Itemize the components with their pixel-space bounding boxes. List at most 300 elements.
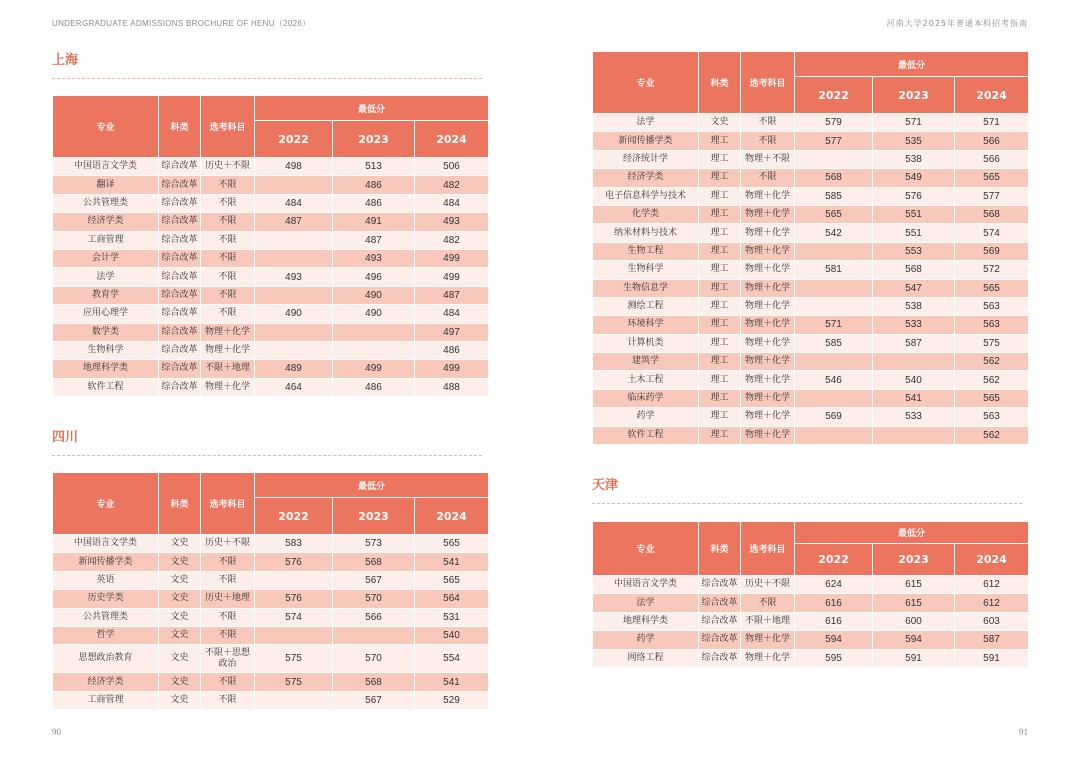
table-row (593, 279, 1029, 297)
cell-score-2023: 538 (873, 150, 955, 168)
cell-subjects: 物理＋化学 (741, 408, 795, 426)
cell-score-2022: 579 (795, 114, 873, 132)
page-header-right: 河南大学2025年普通本科招考指南 (886, 19, 1028, 28)
cell-score-2022: 569 (795, 408, 873, 426)
cell-score-2024: 562 (955, 371, 1029, 389)
cell-score-2023: 600 (873, 612, 955, 630)
cell-score-2024: 484 (415, 305, 489, 323)
table-row (593, 353, 1029, 371)
cell-score-2023: 594 (873, 631, 955, 649)
cell-major: 生物信息学 (593, 279, 699, 297)
table-row (593, 205, 1029, 223)
cell-score-2022: 616 (795, 612, 873, 630)
cell-major: 建筑学 (593, 353, 699, 371)
cell-major: 应用心理学 (53, 305, 159, 323)
table-row (593, 261, 1029, 279)
section-title-shanghai: 上海 (52, 53, 79, 68)
cell-score-2023: 490 (333, 305, 415, 323)
cell-major: 经济统计学 (593, 150, 699, 168)
column-header-subjects: 选考科目 (201, 96, 255, 158)
table-row (53, 590, 489, 608)
cell-subjects: 物理＋化学 (741, 242, 795, 260)
table-row (53, 571, 489, 589)
column-header-major: 专业 (593, 52, 699, 114)
table-row (53, 608, 489, 626)
cell-score-2024: 572 (955, 261, 1029, 279)
cell-score-2024: 587 (955, 631, 1029, 649)
cell-score-2024: 574 (955, 224, 1029, 242)
cell-subjects: 不限 (741, 169, 795, 187)
cell-subjects: 不限 (201, 553, 255, 571)
column-header-year: 2022 (795, 77, 873, 114)
column-header-min-score: 最低分 (795, 522, 1029, 544)
cell-score-2022: 568 (795, 169, 873, 187)
cell-category: 文史 (159, 535, 201, 553)
cell-score-2024: 565 (955, 389, 1029, 407)
column-header-year: 2024 (955, 544, 1029, 576)
cell-major: 生物科学 (593, 261, 699, 279)
cell-score-2023: 576 (873, 187, 955, 205)
cell-subjects: 不限 (201, 571, 255, 589)
cell-category: 综合改革 (699, 612, 741, 630)
cell-score-2024: 612 (955, 594, 1029, 612)
cell-category: 文史 (159, 571, 201, 589)
cell-score-2022: 576 (255, 553, 333, 571)
cell-score-2022: 464 (255, 378, 333, 396)
table-row (593, 631, 1029, 649)
cell-subjects: 物理＋化学 (741, 279, 795, 297)
cell-score-2022 (255, 691, 333, 709)
column-header-year: 2023 (333, 498, 415, 535)
cell-score-2022: 624 (795, 576, 873, 594)
table-row (53, 626, 489, 644)
score-table-sichuan (52, 472, 489, 710)
table-row (53, 341, 489, 359)
table-row (593, 224, 1029, 242)
table-row (53, 535, 489, 553)
cell-score-2023 (333, 341, 415, 359)
column-header-min-score: 最低分 (255, 473, 489, 498)
cell-score-2023: 567 (333, 691, 415, 709)
table-row (53, 213, 489, 231)
column-header-year: 2022 (255, 498, 333, 535)
cell-category: 理工 (699, 205, 741, 223)
cell-subjects: 物理＋化学 (741, 187, 795, 205)
cell-major: 公共管理类 (53, 608, 159, 626)
cell-subjects: 不限 (201, 673, 255, 691)
cell-score-2022: 565 (795, 205, 873, 223)
cell-category: 综合改革 (699, 576, 741, 594)
table-row (53, 323, 489, 341)
cell-score-2022: 585 (795, 187, 873, 205)
cell-category: 文史 (159, 673, 201, 691)
cell-category: 综合改革 (159, 360, 201, 378)
column-header-year: 2023 (873, 77, 955, 114)
cell-score-2023: 567 (333, 571, 415, 589)
cell-score-2024: 612 (955, 576, 1029, 594)
section-title-sichuan: 四川 (52, 430, 79, 445)
cell-subjects: 不限＋地理 (201, 360, 255, 378)
table-row (593, 408, 1029, 426)
cell-score-2023 (873, 426, 955, 444)
column-header-year: 2022 (795, 544, 873, 576)
cell-score-2022 (255, 341, 333, 359)
cell-score-2024: 577 (955, 187, 1029, 205)
cell-category: 综合改革 (159, 268, 201, 286)
cell-score-2023: 538 (873, 297, 955, 315)
cell-score-2024: 565 (955, 279, 1029, 297)
cell-category: 文史 (159, 553, 201, 571)
table-row (593, 132, 1029, 150)
table-row (53, 553, 489, 571)
cell-category: 理工 (699, 408, 741, 426)
cell-score-2024: 497 (415, 323, 489, 341)
cell-score-2022 (795, 426, 873, 444)
cell-score-2024: 541 (415, 673, 489, 691)
cell-score-2022 (255, 231, 333, 249)
cell-score-2022: 583 (255, 535, 333, 553)
cell-score-2023: 486 (333, 378, 415, 396)
cell-score-2024: 565 (415, 535, 489, 553)
cell-score-2023: 570 (333, 645, 415, 673)
cell-subjects: 不限 (201, 176, 255, 194)
cell-score-2023: 570 (333, 590, 415, 608)
score-table-shanghai (52, 95, 489, 397)
cell-score-2022: 489 (255, 360, 333, 378)
table-row (593, 242, 1029, 260)
cell-score-2022: 574 (255, 608, 333, 626)
cell-score-2022: 575 (255, 645, 333, 673)
cell-major: 软件工程 (53, 378, 159, 396)
table-row (53, 268, 489, 286)
score-table-tianjin (592, 521, 1029, 668)
cell-score-2024: 482 (415, 176, 489, 194)
cell-score-2023: 615 (873, 576, 955, 594)
cell-score-2023: 551 (873, 224, 955, 242)
cell-score-2023: 540 (873, 371, 955, 389)
cell-category: 理工 (699, 150, 741, 168)
cell-category: 理工 (699, 353, 741, 371)
table-row (593, 150, 1029, 168)
cell-major: 化学类 (593, 205, 699, 223)
cell-category: 综合改革 (159, 231, 201, 249)
table-row (53, 673, 489, 691)
cell-subjects: 物理＋不限 (741, 150, 795, 168)
cell-score-2022: 542 (795, 224, 873, 242)
cell-score-2022: 585 (795, 334, 873, 352)
cell-major: 思想政治教育 (53, 645, 159, 673)
cell-score-2022 (255, 249, 333, 267)
cell-score-2022: 484 (255, 194, 333, 212)
table-row (593, 426, 1029, 444)
cell-major: 中国语言文学类 (593, 576, 699, 594)
cell-subjects: 物理＋化学 (201, 378, 255, 396)
cell-score-2024: 569 (955, 242, 1029, 260)
cell-score-2022 (255, 323, 333, 341)
table-row (53, 691, 489, 709)
cell-score-2023: 499 (333, 360, 415, 378)
cell-category: 综合改革 (159, 286, 201, 304)
cell-subjects: 历史＋不限 (201, 158, 255, 176)
column-header-min-score: 最低分 (795, 52, 1029, 77)
column-header-category: 科类 (159, 96, 201, 158)
table-row (593, 316, 1029, 334)
cell-subjects: 物理＋化学 (741, 389, 795, 407)
cell-major: 教育学 (53, 286, 159, 304)
cell-major: 历史学类 (53, 590, 159, 608)
cell-score-2022: 487 (255, 213, 333, 231)
cell-category: 综合改革 (699, 594, 741, 612)
cell-category: 理工 (699, 224, 741, 242)
cell-score-2024: 565 (415, 571, 489, 589)
cell-score-2023: 513 (333, 158, 415, 176)
cell-subjects: 不限＋地理 (741, 612, 795, 630)
cell-score-2022: 498 (255, 158, 333, 176)
cell-subjects: 物理＋化学 (741, 631, 795, 649)
cell-score-2023: 535 (873, 132, 955, 150)
cell-major: 生物工程 (593, 242, 699, 260)
table-row (53, 305, 489, 323)
cell-score-2024: 499 (415, 360, 489, 378)
cell-score-2022: 595 (795, 649, 873, 667)
cell-major: 软件工程 (593, 426, 699, 444)
cell-category: 理工 (699, 297, 741, 315)
cell-score-2024: 562 (955, 426, 1029, 444)
cell-score-2023: 551 (873, 205, 955, 223)
cell-score-2024: 529 (415, 691, 489, 709)
cell-category: 理工 (699, 334, 741, 352)
cell-subjects: 物理＋化学 (201, 323, 255, 341)
table-row (593, 187, 1029, 205)
cell-major: 法学 (53, 268, 159, 286)
cell-major: 工商管理 (53, 231, 159, 249)
cell-major: 哲学 (53, 626, 159, 644)
table-row (593, 371, 1029, 389)
cell-subjects: 不限 (201, 231, 255, 249)
cell-category: 综合改革 (699, 631, 741, 649)
cell-major: 测绘工程 (593, 297, 699, 315)
cell-category: 理工 (699, 169, 741, 187)
cell-major: 法学 (593, 594, 699, 612)
cell-category: 理工 (699, 261, 741, 279)
cell-category: 文史 (159, 691, 201, 709)
cell-score-2023: 493 (333, 249, 415, 267)
cell-category: 理工 (699, 242, 741, 260)
cell-score-2024: 488 (415, 378, 489, 396)
cell-category: 综合改革 (159, 323, 201, 341)
cell-category: 理工 (699, 371, 741, 389)
cell-score-2023: 490 (333, 286, 415, 304)
cell-score-2024: 506 (415, 158, 489, 176)
cell-category: 综合改革 (159, 194, 201, 212)
section-divider (52, 78, 482, 79)
table-row (53, 645, 489, 673)
cell-score-2024: 531 (415, 608, 489, 626)
cell-score-2024: 541 (415, 553, 489, 571)
cell-score-2022 (795, 389, 873, 407)
cell-score-2023: 573 (333, 535, 415, 553)
cell-subjects: 不限 (741, 114, 795, 132)
cell-score-2023: 615 (873, 594, 955, 612)
column-header-category: 科类 (159, 473, 201, 535)
column-header-subjects: 选考科目 (201, 473, 255, 535)
cell-category: 文史 (699, 114, 741, 132)
cell-subjects: 不限 (741, 132, 795, 150)
cell-subjects: 历史＋不限 (201, 535, 255, 553)
page-number-left: 90 (52, 727, 61, 737)
cell-subjects: 不限 (201, 268, 255, 286)
cell-subjects: 物理＋化学 (741, 371, 795, 389)
cell-subjects: 不限 (201, 286, 255, 304)
cell-score-2023: 568 (333, 553, 415, 571)
cell-score-2023: 591 (873, 649, 955, 667)
page-header-left: UNDERGRADUATE ADMISSIONS BROCHURE OF HENU（2026） (52, 19, 311, 28)
cell-major: 生物科学 (53, 341, 159, 359)
cell-subjects: 不限 (201, 305, 255, 323)
cell-category: 文史 (159, 608, 201, 626)
section-title-tianjin: 天津 (592, 478, 619, 493)
cell-score-2022 (255, 176, 333, 194)
column-header-major: 专业 (593, 522, 699, 576)
cell-subjects: 物理＋化学 (741, 334, 795, 352)
cell-score-2022: 546 (795, 371, 873, 389)
cell-category: 综合改革 (159, 176, 201, 194)
cell-score-2023: 486 (333, 176, 415, 194)
cell-subjects: 物理＋化学 (741, 261, 795, 279)
cell-score-2023: 486 (333, 194, 415, 212)
cell-category: 综合改革 (159, 213, 201, 231)
cell-score-2024: 484 (415, 194, 489, 212)
cell-score-2022 (795, 297, 873, 315)
cell-major: 英语 (53, 571, 159, 589)
cell-score-2024: 540 (415, 626, 489, 644)
cell-score-2024: 499 (415, 249, 489, 267)
table-row (593, 297, 1029, 315)
cell-score-2024: 563 (955, 408, 1029, 426)
cell-score-2024: 566 (955, 150, 1029, 168)
table-row (593, 612, 1029, 630)
cell-score-2023: 568 (873, 261, 955, 279)
cell-major: 经济学类 (53, 213, 159, 231)
column-header-year: 2023 (873, 544, 955, 576)
cell-major: 翻译 (53, 176, 159, 194)
column-header-year: 2023 (333, 121, 415, 158)
cell-score-2023: 566 (333, 608, 415, 626)
cell-score-2022: 594 (795, 631, 873, 649)
cell-score-2023: 587 (873, 334, 955, 352)
cell-score-2024: 486 (415, 341, 489, 359)
cell-score-2024: 565 (955, 169, 1029, 187)
cell-score-2023: 487 (333, 231, 415, 249)
cell-score-2024: 562 (955, 353, 1029, 371)
cell-score-2024: 554 (415, 645, 489, 673)
cell-category: 文史 (159, 645, 201, 673)
column-header-year: 2022 (255, 121, 333, 158)
cell-major: 药学 (593, 408, 699, 426)
cell-score-2022: 493 (255, 268, 333, 286)
cell-score-2022: 576 (255, 590, 333, 608)
cell-score-2023: 496 (333, 268, 415, 286)
cell-score-2023: 533 (873, 316, 955, 334)
table-row (53, 360, 489, 378)
cell-major: 法学 (593, 114, 699, 132)
column-header-major: 专业 (53, 473, 159, 535)
page-number-right: 91 (1019, 727, 1028, 737)
cell-score-2023: 491 (333, 213, 415, 231)
column-header-min-score: 最低分 (255, 96, 489, 121)
table-row (593, 649, 1029, 667)
cell-major: 中国语言文学类 (53, 158, 159, 176)
cell-major: 新闻传播学类 (593, 132, 699, 150)
cell-major: 经济学类 (593, 169, 699, 187)
cell-category: 综合改革 (699, 649, 741, 667)
cell-score-2024: 564 (415, 590, 489, 608)
cell-subjects: 历史＋不限 (741, 576, 795, 594)
cell-major: 经济学类 (53, 673, 159, 691)
cell-score-2022: 575 (255, 673, 333, 691)
cell-major: 会计学 (53, 249, 159, 267)
cell-subjects: 物理＋化学 (201, 341, 255, 359)
cell-subjects: 物理＋化学 (741, 297, 795, 315)
column-header-category: 科类 (699, 52, 741, 114)
column-header-major: 专业 (53, 96, 159, 158)
cell-category: 理工 (699, 316, 741, 334)
cell-major: 数学类 (53, 323, 159, 341)
cell-score-2022 (255, 286, 333, 304)
score-table-sichuan-continued (592, 51, 1029, 445)
cell-score-2022: 571 (795, 316, 873, 334)
cell-subjects: 不限 (201, 608, 255, 626)
cell-subjects: 物理＋化学 (741, 426, 795, 444)
cell-score-2022 (795, 279, 873, 297)
cell-score-2022: 581 (795, 261, 873, 279)
cell-subjects: 物理＋化学 (741, 316, 795, 334)
cell-score-2023: 571 (873, 114, 955, 132)
cell-major: 纳米材料与技术 (593, 224, 699, 242)
column-header-subjects: 选考科目 (741, 52, 795, 114)
cell-subjects: 不限 (201, 626, 255, 644)
cell-category: 文史 (159, 590, 201, 608)
table-row (53, 176, 489, 194)
cell-score-2024: 563 (955, 297, 1029, 315)
cell-category: 理工 (699, 279, 741, 297)
cell-score-2023: 568 (333, 673, 415, 691)
cell-score-2022 (795, 150, 873, 168)
cell-score-2024: 493 (415, 213, 489, 231)
cell-score-2024: 499 (415, 268, 489, 286)
cell-category: 文史 (159, 626, 201, 644)
cell-score-2023: 547 (873, 279, 955, 297)
cell-major: 地理科学类 (53, 360, 159, 378)
table-row (53, 158, 489, 176)
cell-subjects: 不限 (201, 249, 255, 267)
cell-major: 环境科学 (593, 316, 699, 334)
cell-score-2024: 591 (955, 649, 1029, 667)
cell-score-2022 (795, 242, 873, 260)
cell-subjects: 不限 (201, 691, 255, 709)
cell-category: 综合改革 (159, 378, 201, 396)
cell-subjects: 不限＋思想政治 (201, 645, 255, 673)
column-header-year: 2024 (955, 77, 1029, 114)
cell-subjects: 物理＋化学 (741, 353, 795, 371)
cell-score-2024: 575 (955, 334, 1029, 352)
cell-category: 理工 (699, 132, 741, 150)
table-row (53, 249, 489, 267)
cell-score-2023: 533 (873, 408, 955, 426)
cell-score-2022 (255, 571, 333, 589)
table-row (593, 334, 1029, 352)
cell-score-2023 (333, 323, 415, 341)
